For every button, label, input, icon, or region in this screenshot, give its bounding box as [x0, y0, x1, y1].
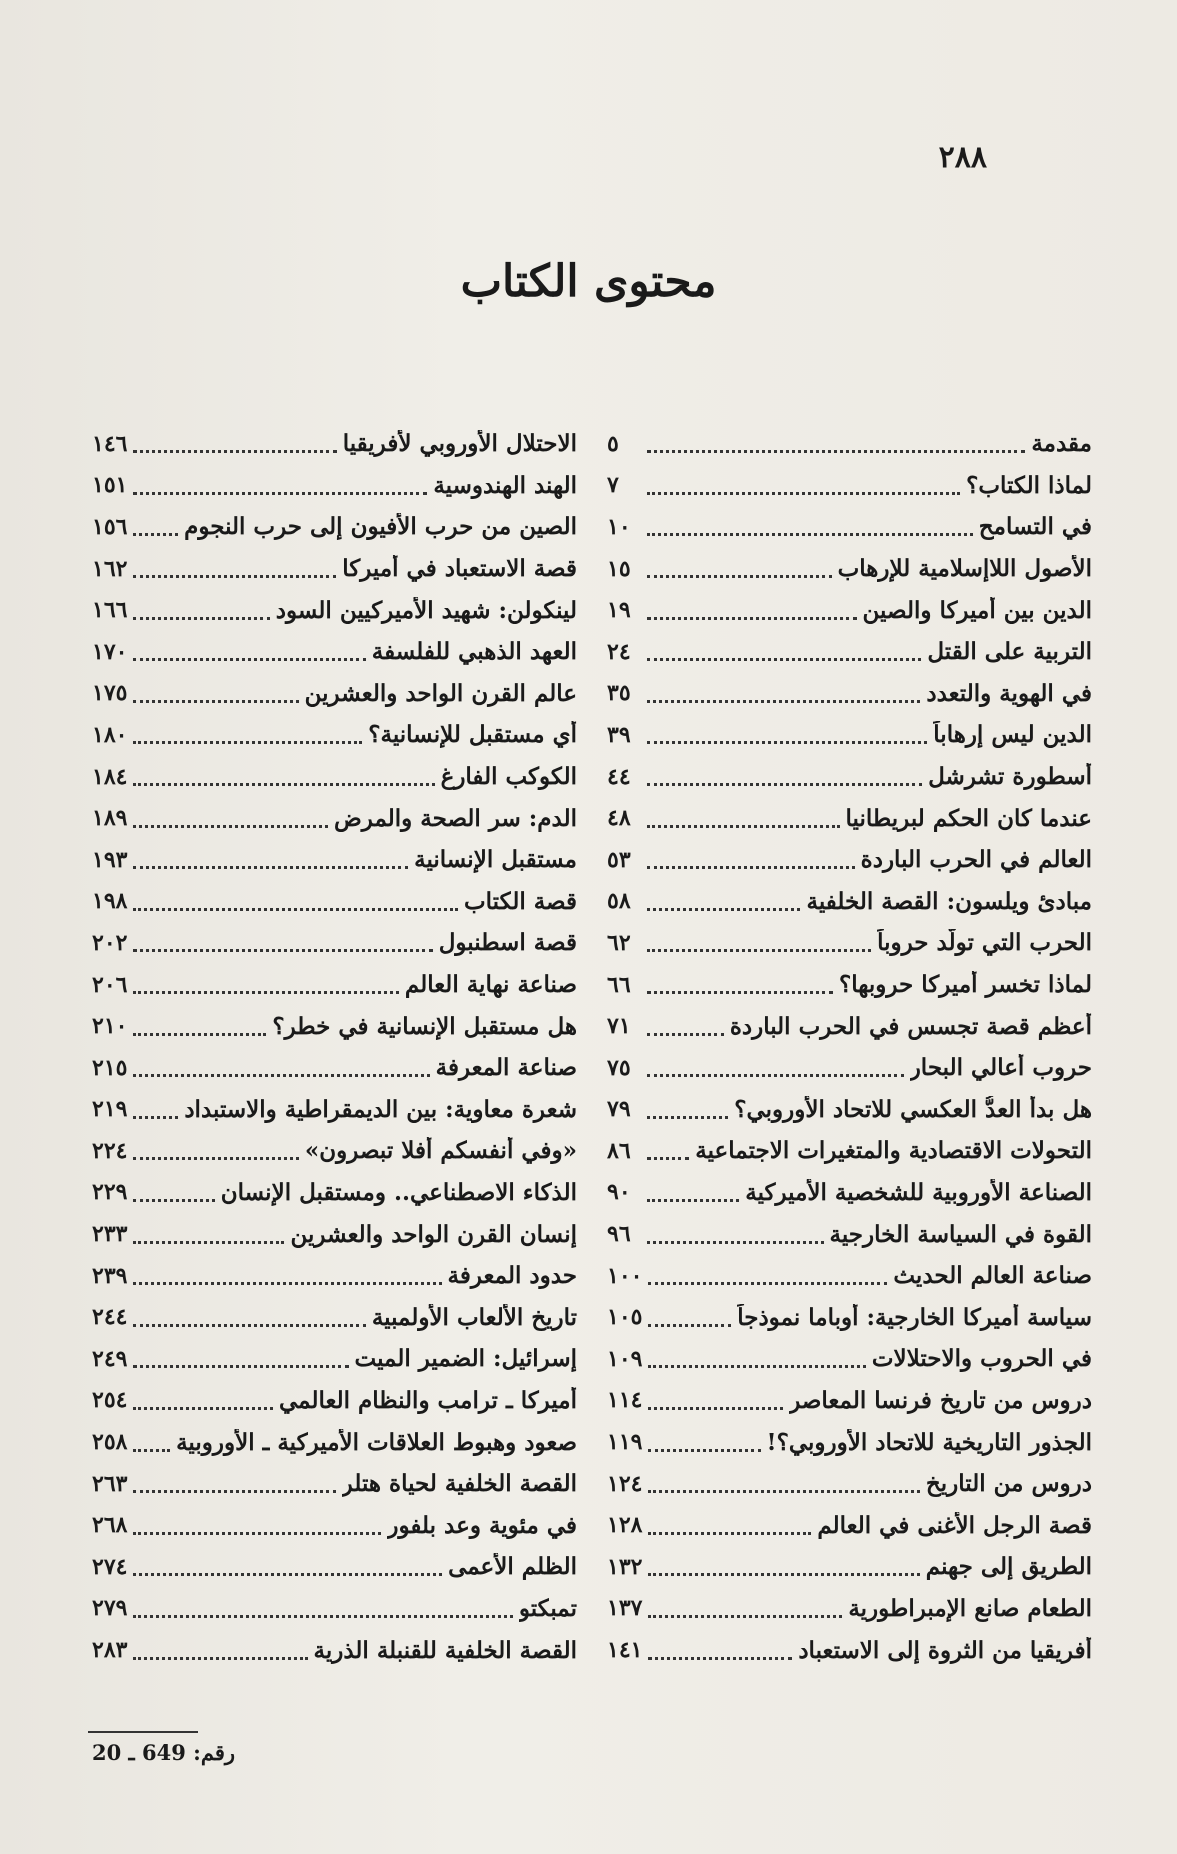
toc-entry [92, 1588, 577, 1630]
toc-leader-dots [647, 991, 833, 994]
toc-leader-dots [647, 908, 800, 911]
toc-entry-page: ٣٩ [607, 721, 631, 748]
toc-entry-title: التربية على القتل [927, 638, 1092, 666]
toc-entry-title: سياسة أميركا الخارجية: أوباما نموذجاً [737, 1303, 1092, 1331]
toc-leader-dots [133, 1116, 178, 1119]
toc-entry-title: الاحتلال الأوروبي لأفريقيا [342, 430, 577, 458]
toc-leader-dots [647, 450, 1025, 453]
toc-entry [607, 881, 1092, 923]
toc-entry-title: في مئوية وعد بلفور [387, 1511, 577, 1539]
toc-leader-dots [133, 575, 336, 578]
toc-entry [607, 1421, 1092, 1463]
toc-entry [607, 839, 1092, 881]
toc-entry-page: ١٢٨ [607, 1512, 643, 1539]
toc-leader-dots [648, 1282, 887, 1285]
toc-leader-dots [133, 533, 178, 536]
toc-entry [92, 423, 577, 465]
toc-entry-page: ١٦٦ [92, 597, 128, 624]
toc-entry-page: ٢٨٣ [92, 1637, 128, 1664]
toc-entry-page: ٤٤ [607, 763, 631, 790]
toc-entry [607, 1629, 1092, 1671]
toc-leader-dots [133, 1282, 441, 1285]
toc-entry [607, 797, 1092, 839]
toc-entry [607, 589, 1092, 631]
toc-leader-dots [133, 1532, 381, 1535]
toc-entry-title: إسرائيل: الضمير الميت [354, 1345, 577, 1373]
toc-entry-title: الدم: سر الصحة والمرض [333, 804, 577, 832]
toc-entry-page: ٢٥٨ [92, 1429, 128, 1456]
toc-entry [92, 1047, 577, 1089]
toc-leader-dots [133, 1157, 298, 1160]
toc-entry [92, 1255, 577, 1297]
toc-leader-dots [133, 617, 269, 620]
toc-leader-dots [647, 1199, 739, 1202]
toc-leader-dots [647, 741, 927, 744]
toc-entry [607, 1005, 1092, 1047]
toc-entry-page: ٥٣ [607, 846, 631, 873]
toc-entry [92, 964, 577, 1006]
toc-entry-page: ١٢٤ [607, 1470, 643, 1497]
toc-entry [92, 673, 577, 715]
toc-leader-dots [648, 1490, 919, 1493]
toc-leader-dots [648, 1532, 811, 1535]
toc-entry [92, 839, 577, 881]
table-of-contents [92, 423, 1092, 1671]
toc-leader-dots [647, 825, 840, 828]
toc-entry-page: ٢٢٤ [92, 1137, 128, 1164]
toc-entry-page: ٢٧٩ [92, 1595, 128, 1622]
toc-entry [607, 1504, 1092, 1546]
toc-entry-title: قصة الرجل الأغنى في العالم [817, 1511, 1092, 1539]
toc-entry-title: دروس من تاريخ فرنسا المعاصر [789, 1386, 1092, 1414]
toc-entry [607, 756, 1092, 798]
toc-leader-dots [647, 783, 922, 786]
toc-entry-page: ١٨٩ [92, 805, 128, 832]
toc-entry-page: ٧ [607, 472, 619, 499]
toc-entry-page: ١٩٨ [92, 888, 128, 915]
toc-entry [607, 1338, 1092, 1380]
toc-entry-title: حدود المعرفة [447, 1262, 577, 1290]
toc-leader-dots [133, 1033, 266, 1036]
toc-entry-title: التحولات الاقتصادية والمتغيرات الاجتماعية [695, 1137, 1092, 1165]
toc-entry-title: تمبكتو [518, 1594, 577, 1622]
toc-entry-title: عندما كان الحكم لبريطانيا [845, 804, 1092, 832]
toc-leader-dots [648, 1615, 842, 1618]
toc-entry-title: دروس من التاريخ [925, 1470, 1092, 1498]
toc-entry [92, 631, 577, 673]
page-number: ٢٨٨ [938, 140, 987, 175]
toc-entry-page: ٢٦٣ [92, 1470, 128, 1497]
toc-entry-page: ٧١ [607, 1013, 631, 1040]
toc-entry [607, 423, 1092, 465]
toc-entry [92, 1380, 577, 1422]
toc-leader-dots [647, 617, 857, 620]
toc-leader-dots [133, 1407, 273, 1410]
toc-entry-page: ١٣٢ [607, 1553, 643, 1580]
toc-entry-page: ١١٩ [607, 1429, 643, 1456]
toc-entry-page: ١٤٦ [92, 430, 128, 457]
toc-entry [92, 756, 577, 798]
toc-entry [607, 714, 1092, 756]
toc-leader-dots [133, 658, 365, 661]
toc-entry-title: صناعة العالم الحديث [893, 1262, 1092, 1290]
toc-entry [607, 1296, 1092, 1338]
toc-entry [92, 1005, 577, 1047]
toc-entry-page: ١٩٣ [92, 846, 128, 873]
toc-leader-dots [133, 1449, 170, 1452]
toc-entry-title: الدين ليس إرهاباً [933, 721, 1092, 749]
toc-right-column [607, 423, 1092, 1671]
toc-entry-title: أميركا ـ ترامب والنظام العالمي [279, 1386, 577, 1414]
toc-entry [607, 673, 1092, 715]
toc-entry-title: أفريقيا من الثروة إلى الاستعباد [798, 1636, 1092, 1664]
toc-entry [92, 1130, 577, 1172]
toc-entry [92, 1504, 577, 1546]
toc-entry [92, 1338, 577, 1380]
toc-entry [607, 548, 1092, 590]
toc-leader-dots [647, 1074, 904, 1077]
toc-leader-dots [133, 492, 427, 495]
toc-entry-title: الكوكب الفارغ [440, 763, 577, 791]
toc-entry [92, 1213, 577, 1255]
toc-entry-title: الجذور التاريخية للاتحاد الأوروبي؟! [766, 1428, 1092, 1456]
toc-entry [92, 881, 577, 923]
toc-leader-dots [133, 866, 408, 869]
toc-entry [607, 631, 1092, 673]
toc-entry-page: ٢٤٩ [92, 1345, 128, 1372]
toc-leader-dots [648, 1573, 919, 1576]
toc-entry-title: هل مستقبل الإنسانية في خطر؟ [272, 1012, 577, 1040]
toc-leader-dots [133, 1324, 365, 1327]
toc-entry-title: تاريخ الألعاب الأولمبية [371, 1303, 577, 1331]
toc-entry-page: ١٨٠ [92, 721, 128, 748]
toc-entry-page: ٢١٠ [92, 1013, 128, 1040]
toc-entry-title: شعرة معاوية: بين الديمقراطية والاستبداد [184, 1095, 577, 1123]
toc-leader-dots [133, 949, 432, 952]
toc-entry-page: ٦٢ [607, 929, 631, 956]
toc-entry-title: «وفي أنفسكم أفلا تبصرون» [304, 1137, 577, 1165]
toc-entry [92, 1463, 577, 1505]
toc-entry-title: قصة اسطنبول [438, 929, 577, 957]
toc-entry-page: ٩٠ [607, 1179, 631, 1206]
toc-entry [607, 465, 1092, 507]
toc-entry-page: ٩٦ [607, 1221, 631, 1248]
toc-entry-title: العالم في الحرب الباردة [860, 846, 1092, 874]
toc-entry-title: الصناعة الأوروبية للشخصية الأميركية [745, 1178, 1092, 1206]
toc-leader-dots [648, 1449, 760, 1452]
toc-entry-page: ٢٣٩ [92, 1262, 128, 1289]
toc-entry [607, 1255, 1092, 1297]
toc-entry-page: ٢٥٤ [92, 1387, 128, 1414]
toc-entry [92, 714, 577, 756]
toc-entry-page: ٢٤٤ [92, 1304, 128, 1331]
toc-leader-dots [133, 450, 336, 453]
toc-leader-dots [647, 1157, 689, 1160]
toc-leader-dots [133, 1490, 335, 1493]
toc-leader-dots [647, 575, 832, 578]
toc-entry-page: ٤٨ [607, 805, 631, 832]
toc-entry [92, 1629, 577, 1671]
toc-entry-title: صعود وهبوط العلاقات الأميركية ـ الأوروبية [176, 1428, 577, 1456]
toc-entry-title: حروب أعالي البحار [909, 1054, 1092, 1082]
toc-entry-page: ١٥١ [92, 472, 128, 499]
toc-leader-dots [133, 1074, 429, 1077]
toc-entry [607, 1380, 1092, 1422]
toc-entry-title: هل بدأ العدُّ العكسي للاتحاد الأوروبي؟ [734, 1095, 1092, 1123]
toc-entry-title: الدين بين أميركا والصين [862, 596, 1092, 624]
toc-entry-page: ٦٦ [607, 971, 631, 998]
toc-leader-dots [133, 1241, 284, 1244]
toc-entry [92, 1089, 577, 1131]
toc-leader-dots [648, 1365, 865, 1368]
toc-entry-page: ١٠٠ [607, 1262, 643, 1289]
toc-entry-title: لماذا تخسر أميركا حروبها؟ [839, 971, 1092, 999]
toc-entry [92, 1172, 577, 1214]
toc-leader-dots [133, 1199, 214, 1202]
toc-entry-title: لماذا الكتاب؟ [966, 471, 1092, 499]
toc-entry [607, 1130, 1092, 1172]
toc-leader-dots [647, 658, 921, 661]
toc-leader-dots [647, 1241, 824, 1244]
footer-print-number: رقم: 649 ـ 20 [92, 1740, 236, 1765]
page-title: محتوى الكتاب [460, 256, 717, 307]
toc-entry-title: مقدمة [1031, 430, 1092, 458]
toc-entry-page: ١٥٦ [92, 513, 128, 540]
toc-entry-title: الأصول اللاإسلامية للإرهاب [837, 555, 1092, 583]
toc-entry-title: في الحروب والاحتلالات [871, 1345, 1092, 1373]
toc-left-column [92, 423, 577, 1671]
toc-entry-page: ١٦٢ [92, 555, 128, 582]
toc-entry-title: أعظم قصة تجسس في الحرب الباردة [729, 1012, 1092, 1040]
toc-entry-page: ١٥ [607, 555, 631, 582]
toc-leader-dots [647, 533, 973, 536]
toc-entry-title: العهد الذهبي للفلسفة [371, 638, 577, 666]
toc-leader-dots [133, 991, 398, 994]
toc-entry-page: ٧٩ [607, 1096, 631, 1123]
toc-leader-dots [648, 1407, 783, 1410]
toc-leader-dots [647, 492, 960, 495]
toc-entry-page: ٢٣٣ [92, 1221, 128, 1248]
toc-entry-title: القوة في السياسة الخارجية [829, 1220, 1092, 1248]
toc-entry-title: الصين من حرب الأفيون إلى حرب النجوم [184, 513, 577, 541]
toc-entry-page: ١٣٧ [607, 1595, 643, 1622]
toc-entry [92, 465, 577, 507]
toc-entry-title: مستقبل الإنسانية [414, 846, 577, 874]
toc-entry-page: ٥٨ [607, 888, 631, 915]
toc-leader-dots [133, 1615, 512, 1618]
toc-entry-page: ٢٧٤ [92, 1553, 128, 1580]
toc-leader-dots [647, 1116, 728, 1119]
toc-leader-dots [648, 1657, 792, 1660]
toc-leader-dots [647, 949, 871, 952]
toc-entry [92, 1546, 577, 1588]
toc-leader-dots [133, 825, 328, 828]
toc-entry-title: عالم القرن الواحد والعشرين [304, 679, 577, 707]
toc-entry-page: ٢٢٩ [92, 1179, 128, 1206]
toc-entry [607, 1047, 1092, 1089]
toc-leader-dots [133, 741, 362, 744]
toc-entry-page: ٢٠٢ [92, 929, 128, 956]
toc-entry [92, 589, 577, 631]
toc-entry-title: مبادئ ويلسون: القصة الخلفية [806, 887, 1092, 915]
toc-entry-page: ١٨٤ [92, 763, 128, 790]
toc-entry-title: قصة الكتاب [464, 887, 577, 915]
toc-entry-title: صناعة المعرفة [435, 1054, 577, 1082]
toc-entry [92, 922, 577, 964]
toc-entry-title: في الهوية والتعدد [926, 679, 1092, 707]
toc-entry-page: ١٠٩ [607, 1345, 643, 1372]
toc-leader-dots [133, 1573, 442, 1576]
toc-entry-title: القصة الخلفية للقنبلة الذرية [313, 1636, 577, 1664]
toc-entry-title: الذكاء الاصطناعي.. ومستقبل الإنسان [220, 1178, 577, 1206]
toc-entry [607, 922, 1092, 964]
toc-leader-dots [647, 1033, 724, 1036]
toc-entry [92, 797, 577, 839]
toc-entry [607, 1463, 1092, 1505]
toc-entry-page: ١٠٥ [607, 1304, 643, 1331]
toc-leader-dots [647, 866, 855, 869]
toc-entry [607, 1089, 1092, 1131]
toc-entry-title: إنسان القرن الواحد والعشرين [290, 1220, 577, 1248]
toc-entry-title: صناعة نهاية العالم [404, 971, 577, 999]
toc-entry-title: أي مستقبل للإنسانية؟ [368, 721, 577, 749]
toc-entry-title: القصة الخلفية لحياة هتلر [341, 1470, 577, 1498]
toc-entry [92, 506, 577, 548]
toc-entry [607, 1172, 1092, 1214]
toc-entry [607, 964, 1092, 1006]
toc-entry [607, 1213, 1092, 1255]
toc-entry-page: ٢١٥ [92, 1054, 128, 1081]
toc-entry-page: ٢١٩ [92, 1096, 128, 1123]
toc-leader-dots [647, 700, 920, 703]
toc-leader-dots [133, 783, 434, 786]
toc-entry-title: في التسامح [978, 513, 1092, 541]
toc-entry-page: ١٧٠ [92, 638, 128, 665]
toc-entry [607, 506, 1092, 548]
toc-entry-page: ٨٦ [607, 1137, 631, 1164]
toc-entry-page: ١٠ [607, 513, 631, 540]
toc-entry [607, 1588, 1092, 1630]
toc-entry-page: ١٧٥ [92, 680, 128, 707]
toc-leader-dots [133, 1365, 348, 1368]
toc-entry-page: ٥ [607, 430, 619, 457]
toc-entry-title: الحرب التي تولّد حروباً [877, 929, 1092, 957]
toc-entry-page: ١٤١ [607, 1637, 643, 1664]
toc-entry [607, 1546, 1092, 1588]
toc-entry-page: ١٩ [607, 597, 631, 624]
toc-entry-page: ٧٥ [607, 1054, 631, 1081]
toc-entry-page: ٢٤ [607, 638, 631, 665]
toc-leader-dots [133, 908, 458, 911]
toc-entry-page: ٢٦٨ [92, 1512, 128, 1539]
toc-entry [92, 1421, 577, 1463]
toc-entry-page: ٣٥ [607, 680, 631, 707]
toc-leader-dots [648, 1324, 731, 1327]
toc-leader-dots [133, 700, 298, 703]
toc-entry-title: الظلم الأعمى [448, 1553, 577, 1581]
toc-entry [92, 1296, 577, 1338]
footer-divider [88, 1731, 198, 1733]
toc-entry-page: ١١٤ [607, 1387, 643, 1414]
toc-entry-title: قصة الاستعباد في أميركا [342, 555, 577, 583]
toc-entry-title: الطعام صانع الإمبراطورية [848, 1594, 1092, 1622]
toc-entry-title: الهند الهندوسية [433, 471, 577, 499]
toc-entry-title: لينكولن: شهيد الأميركيين السود [275, 596, 577, 624]
toc-leader-dots [133, 1657, 307, 1660]
toc-entry-title: أسطورة تشرشل [928, 763, 1092, 791]
toc-entry-page: ٢٠٦ [92, 971, 128, 998]
toc-entry [92, 548, 577, 590]
toc-entry-title: الطريق إلى جهنم [925, 1553, 1092, 1581]
